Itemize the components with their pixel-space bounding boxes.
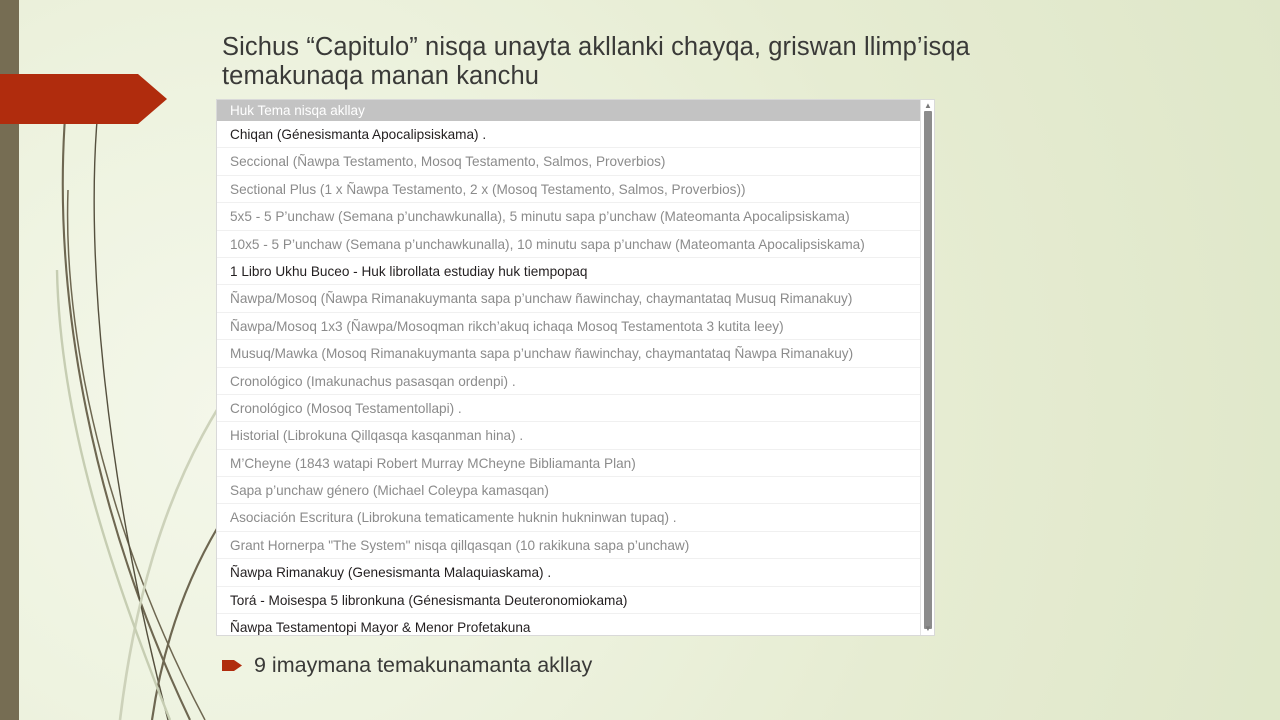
list-item[interactable]: Ñawpa/Mosoq (Ñawpa Rimanakuymanta sapa p’unchaw ñawinchay, chaymantataq Musuq Rimanakuy) (217, 285, 932, 312)
list-item[interactable]: Sapa p’unchaw género (Michael Coleypa kamasqan) (217, 477, 932, 504)
list-item[interactable]: 10x5 - 5 P’unchaw (Semana p’unchawkunalla), 10 minutu sapa p’unchaw (Mateomanta Apocalipsiskama) (217, 231, 932, 258)
listbox-header: Huk Tema nisqa akllay (217, 100, 932, 121)
scroll-up-arrow-icon[interactable]: ▲ (924, 101, 932, 110)
scrollbar-thumb[interactable] (924, 111, 932, 629)
list-item[interactable]: Grant Hornerpa "The System" nisqa qillqasqan (10 rakikuna sapa p’unchaw) (217, 532, 932, 559)
listbox-scrollbar[interactable] (920, 100, 934, 635)
scroll-down-arrow-icon[interactable]: ▼ (924, 624, 932, 633)
list-item[interactable]: Seccional (Ñawpa Testamento, Mosoq Testamento, Salmos, Proverbios) (217, 148, 932, 175)
bottom-caption: 9 imaymana temakunamanta akllay (254, 653, 593, 677)
list-item[interactable]: Cronológico (Imakunachus pasasqan ordenpi) . (217, 368, 932, 395)
topic-listbox[interactable] (216, 99, 935, 636)
bullet-arrow-icon (222, 659, 242, 672)
list-item[interactable]: Historial (Librokuna Qillqasqa kasqanman hina) . (217, 422, 932, 449)
list-item[interactable]: Sectional Plus (1 x Ñawpa Testamento, 2 x (Mosoq Testamento, Salmos, Proverbios)) (217, 176, 932, 203)
list-item[interactable]: 5x5 - 5 P’unchaw (Semana p’unchawkunalla), 5 minutu sapa p’unchaw (Mateomanta Apocalipsiskama) (217, 203, 932, 230)
red-arrow-banner-icon (0, 74, 167, 124)
list-item[interactable]: Cronológico (Mosoq Testamentollapi) . (217, 395, 932, 422)
list-item[interactable]: Ñawpa Rimanakuy (Genesismanta Malaquiaskama) . (217, 559, 932, 586)
list-item[interactable]: M’Cheyne (1843 watapi Robert Murray MCheyne Bibliamanta Plan) (217, 450, 932, 477)
listbox-rows-container (217, 121, 932, 635)
list-item[interactable]: Torá - Moisespa 5 libronkuna (Génesismanta Deuteronomiokama) (217, 587, 932, 614)
list-item[interactable]: Chiqan (Génesismanta Apocalipsiskama) . (217, 121, 932, 148)
list-item[interactable]: Ñawpa/Mosoq 1x3 (Ñawpa/Mosoqman rikch’akuq ichaqa Mosoq Testamentota 3 kutita leey) (217, 313, 932, 340)
page-title: Sichus “Capitulo” nisqa unayta akllanki chayqa, griswan llimp’isqa temakunaqa manan kanchu (222, 33, 970, 90)
list-item[interactable]: Asociación Escritura (Librokuna tematicamente huknin hukninwan tupaq) . (217, 504, 932, 531)
list-item[interactable]: 1 Libro Ukhu Buceo - Huk librollata estudiay huk tiempopaq (217, 258, 932, 285)
list-item[interactable]: Musuq/Mawka (Mosoq Rimanakuymanta sapa p’unchaw ñawinchay, chaymantataq Ñawpa Rimanakuy) (217, 340, 932, 367)
list-item[interactable]: Ñawpa Testamentopi Mayor & Menor Profetakuna (217, 614, 932, 635)
bottom-bullet-line (222, 652, 592, 678)
